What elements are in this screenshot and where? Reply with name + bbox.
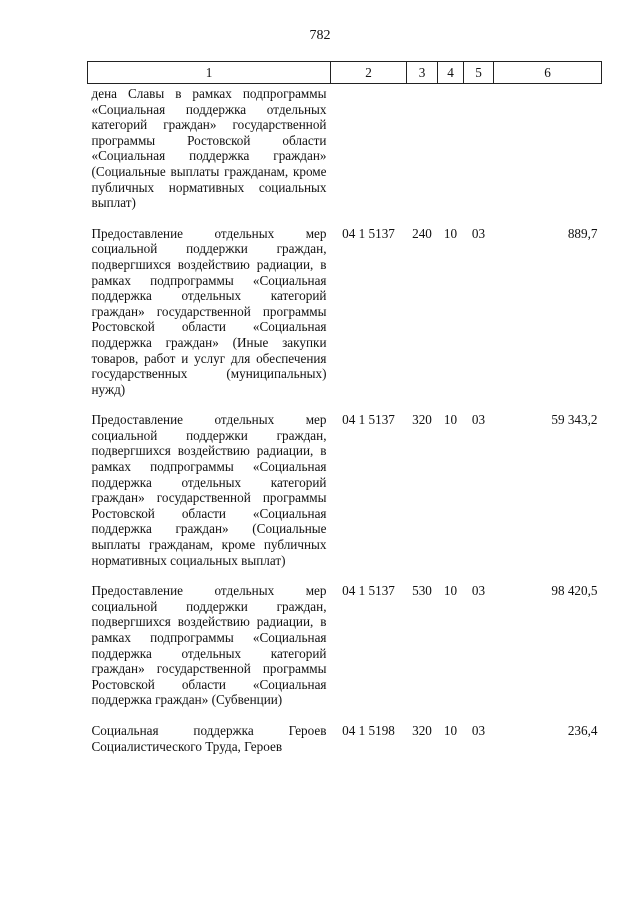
row-description: Предоставление отдельных мер социальной поддержки граждан, подвергшихся воздействию радиации, в рамках подпрограммы «Социальная поддержка отдельных категорий граждан» государственной программы Ростовской области «Социальная поддержка граждан» (Социальные выплаты гражданам, кроме публичных нормативных социальных выплат)	[91, 412, 327, 568]
row-section: 10	[443, 583, 458, 599]
row-section: 10	[443, 225, 458, 241]
header-col-4: 4	[438, 62, 464, 84]
header-col-1: 1	[88, 62, 331, 84]
table-row	[88, 412, 602, 583]
row-subsection: 03	[471, 412, 486, 428]
row-subsection: 03	[471, 722, 486, 738]
row-target-code: 04 1 5137	[342, 583, 395, 599]
header-col-2: 2	[331, 62, 407, 84]
page-number: 782	[309, 28, 331, 43]
row-expense-type	[407, 84, 438, 226]
row-description: Социальная поддержка Героев Социалистического Труда, Героев	[91, 722, 327, 754]
row-expense-type: 240	[412, 225, 432, 241]
row-expense-type: 320	[412, 722, 432, 738]
header-col-3: 3	[407, 62, 438, 84]
row-amount: 98 420,5	[551, 583, 598, 599]
row-subsection: 03	[471, 225, 486, 241]
row-target-code: 04 1 5137	[342, 225, 395, 241]
table-body	[88, 84, 602, 770]
row-description: Предоставление отдельных мер социальной поддержки граждан, подвергшихся воздействию радиации, в рамках подпрограммы «Социальная поддержка отдельных категорий граждан» государственной программы Ростовской области «Социальная поддержка граждан» (Субвенции)	[91, 583, 327, 708]
header-col-6: 6	[494, 62, 602, 84]
row-subsection: 03	[471, 583, 486, 599]
budget-table	[87, 61, 602, 769]
header-row	[88, 62, 602, 84]
row-amount: 59 343,2	[551, 412, 598, 428]
table-row	[88, 583, 602, 723]
row-target-code	[331, 84, 407, 226]
row-amount: 236,4	[567, 722, 598, 738]
row-amount	[494, 84, 602, 226]
row-section: 10	[443, 722, 458, 738]
table-row	[88, 226, 602, 413]
row-description: дена Славы в рамках подпрограммы «Социальная поддержка отдельных категорий граждан» государственной программы Ростовской области «Социальная поддержка граждан» (Социальные выплаты гражданам, кроме публичных нормативных социальных выплат)	[91, 86, 327, 211]
row-amount: 889,7	[567, 225, 598, 241]
table-row	[88, 723, 602, 769]
table-header	[88, 62, 602, 84]
table-row	[88, 84, 602, 226]
row-target-code: 04 1 5137	[342, 412, 395, 428]
row-section	[438, 84, 464, 226]
row-expense-type: 530	[412, 583, 432, 599]
row-subsection	[464, 84, 494, 226]
header-col-5: 5	[464, 62, 494, 84]
row-target-code: 04 1 5198	[342, 722, 395, 738]
row-description: Предоставление отдельных мер социальной поддержки граждан, подвергшихся воздействию радиации, в рамках подпрограммы «Социальная поддержка отдельных категорий граждан» государственной программы Ростовской области «Социальная поддержка граждан» (Иные закупки товаров, работ и услуг для обеспечения государственных (муниципальных) нужд)	[91, 225, 327, 397]
row-section: 10	[443, 412, 458, 428]
row-expense-type: 320	[412, 412, 432, 428]
